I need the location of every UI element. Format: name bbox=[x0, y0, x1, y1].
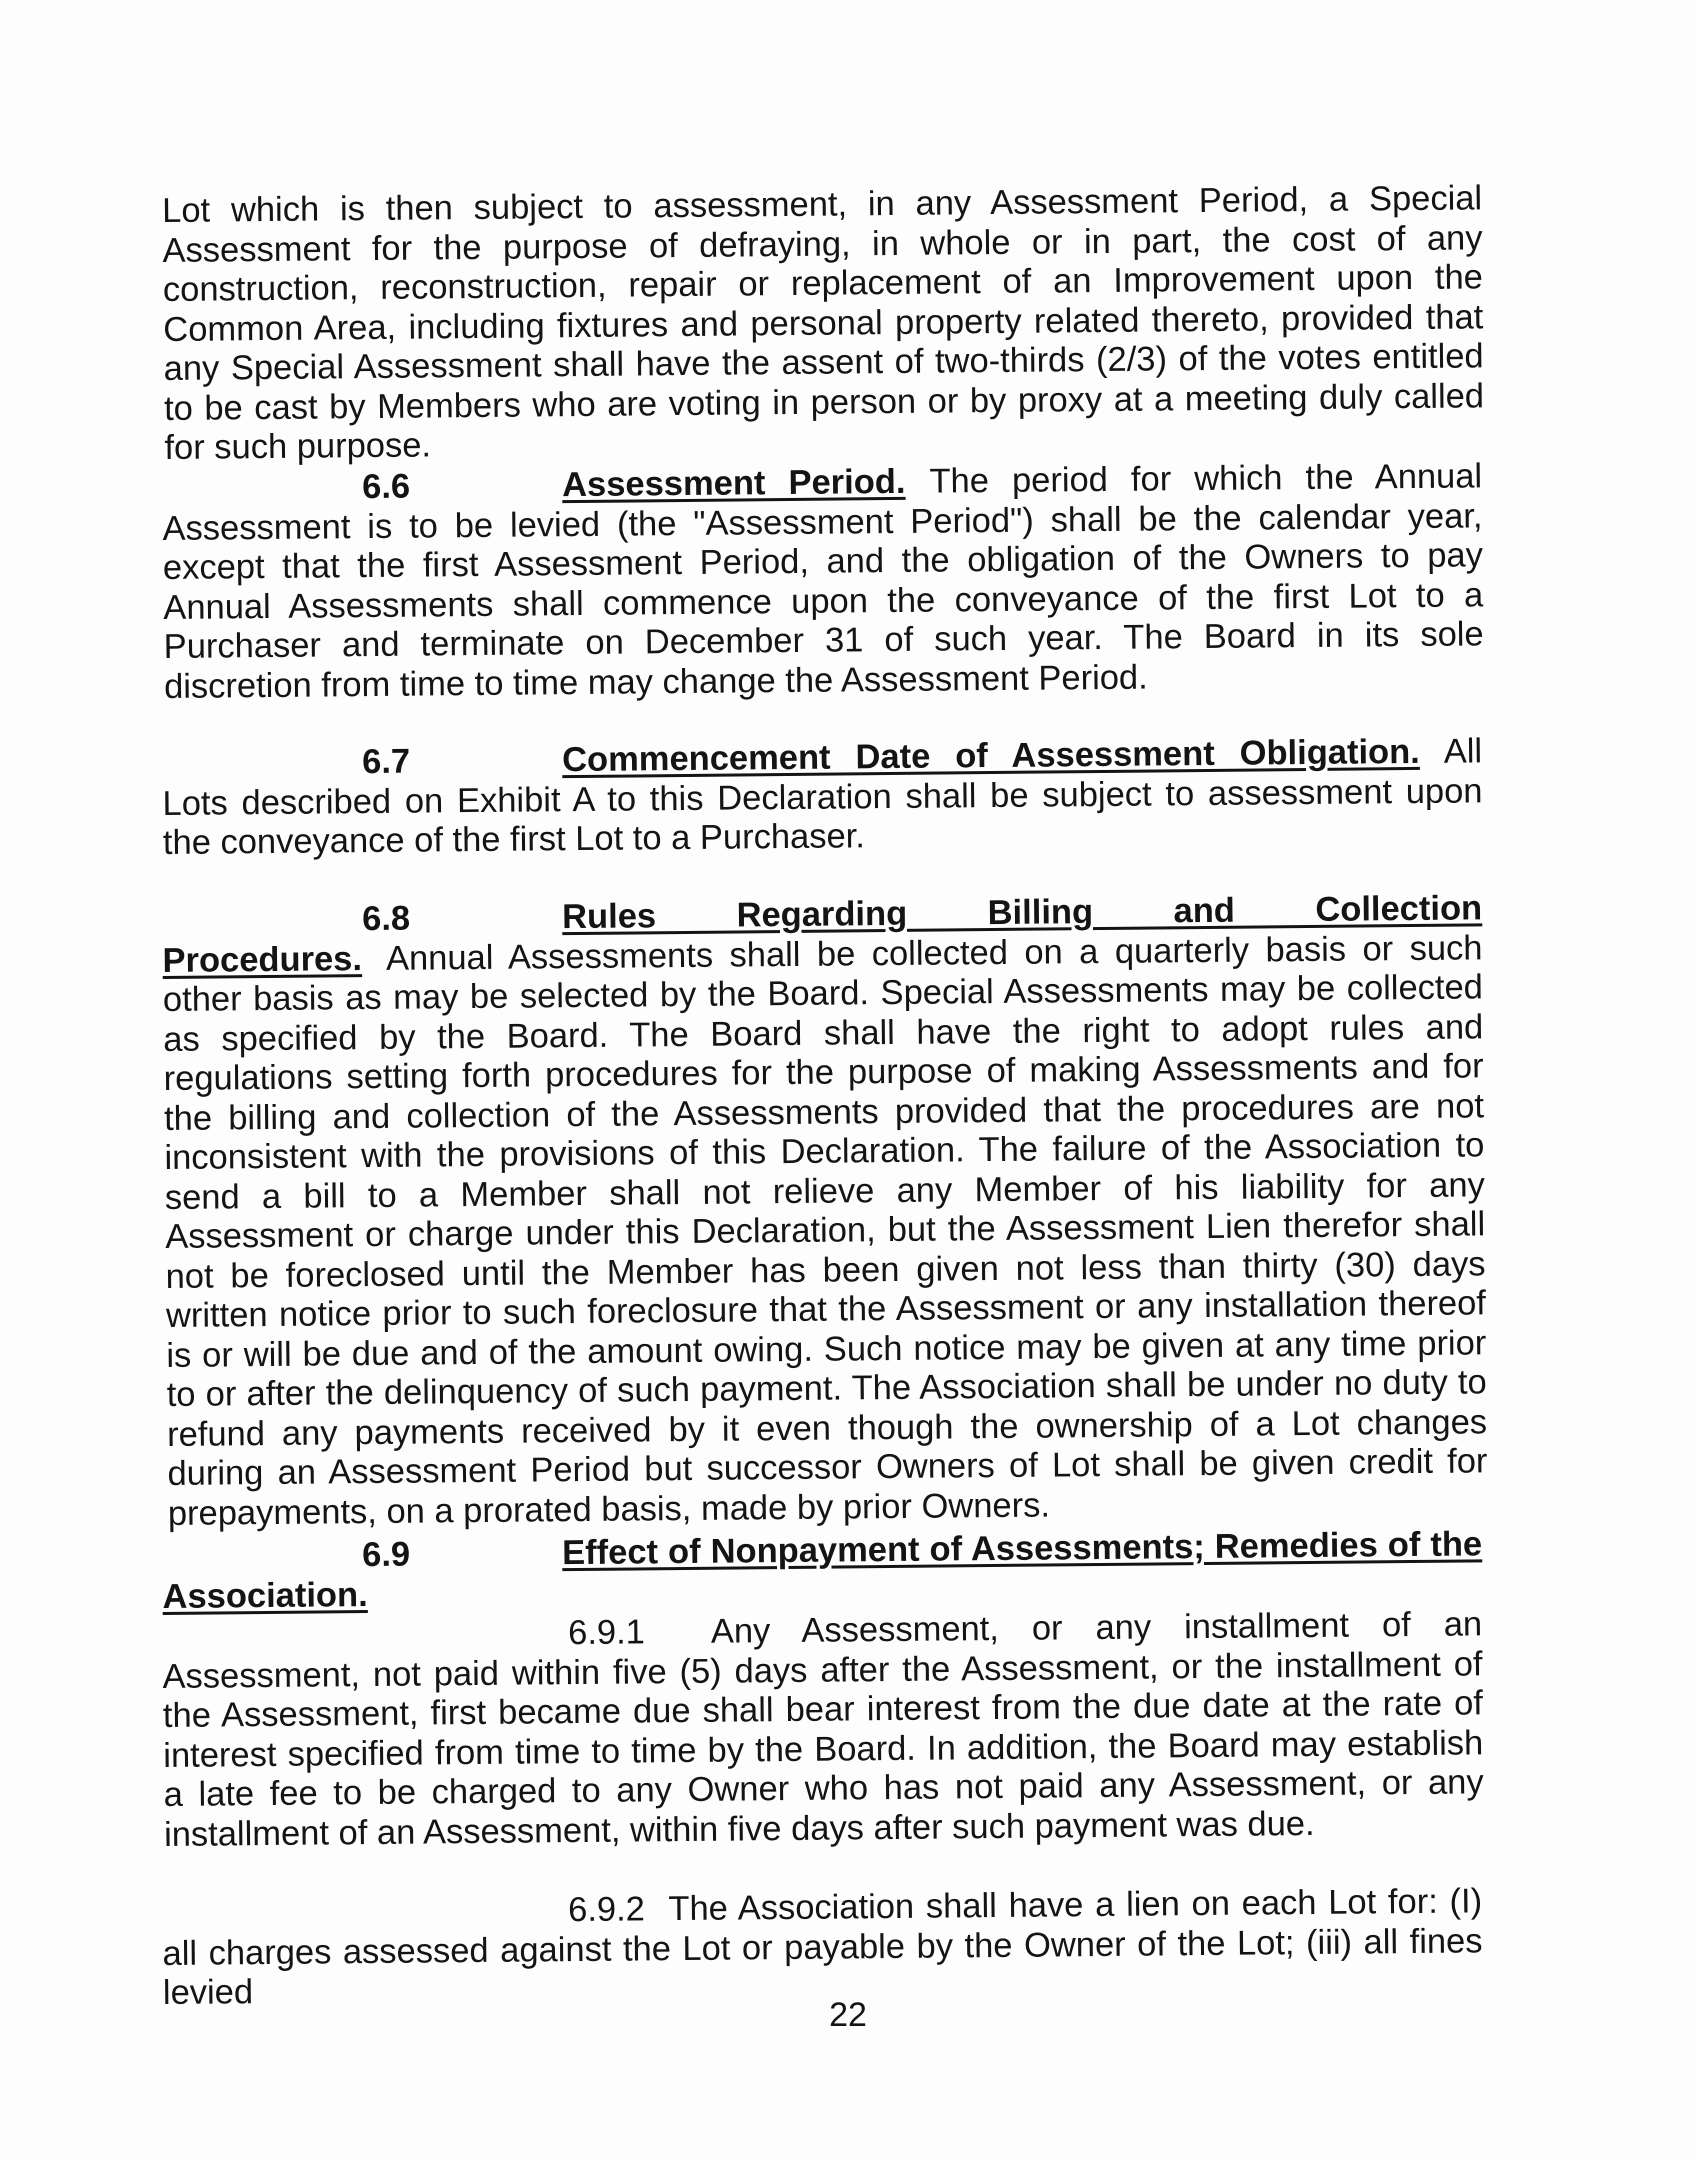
section-number: 6.9 bbox=[361, 1535, 411, 1575]
section-6-9 bbox=[162, 1525, 1483, 1617]
section-6-7 bbox=[162, 732, 1483, 863]
section-title: Rules Regarding Billing and Collection Procedures. bbox=[162, 889, 1483, 980]
section-body: Annual Assessments shall be collected on a quarterly basis or such other basis as may be selected by the Board. Special Assessments may be collected as specified by the Board. The Board shall have the right to adopt rules and regulations setting forth procedures for the purpose of making Assessments and for the billing and collection of the Assessments provided that the procedures are not inconsistent with the provisions of this Declaration. The failure of the Association to send a bill to a Member shall not relieve any Member of his liability for any Assessment or charge under this Declaration, but the Assessment Lien therefor shall not be foreclosed until the Member has been given not less than thirty (30) days written notice prior to such foreclosure that the Assessment or any installation thereof is or will be due and of the amount owing. Such notice may be given at any time prior to or after the delinquency of such payment. The Association shall be under no duty to refund any payments received by it even though the ownership of a Lot changes during an Assessment Period but successor Owners of Lot shall be given credit for prepayments, on a prorated basis, made by prior Owners. bbox=[162, 928, 1488, 1533]
section-title: Effect of Nonpayment of Assessments; Remedies of the Association. bbox=[162, 1525, 1483, 1616]
intro-paragraph: Lot which is then subject to assessment, in any Assessment Period, a Special Assessment for the purpose of defraying, in whole or in part, the cost of any construction, reconstruction, repair or replacement of an Improvement upon the Common Area, including fixtures and personal property related thereto, provided that any Special Assessment shall have the assent of two-thirds (2/3) of the votes entitled to be cast by Members who are voting in person or by proxy at a meeting duly called for such purpose. bbox=[162, 179, 1485, 467]
subsection-6-9-2 bbox=[162, 1882, 1483, 2013]
subsection-number: 6.9.1 bbox=[567, 1613, 646, 1653]
section-title: Assessment Period. bbox=[561, 462, 906, 505]
page-number: 22 bbox=[829, 1996, 867, 2034]
section-body: All Lots described on Exhibit A to this Declaration shall be subject to assessment upon the conveyance of the first Lot to a Purchaser. bbox=[162, 732, 1483, 862]
section-title: Commencement Date of Assessment Obligation. bbox=[561, 732, 1420, 780]
section-number: 6.8 bbox=[361, 899, 411, 939]
section-body: The period for which the Annual Assessment is to be levied (the "Assessment Period") shall be the calendar year, except that the first Assessment Period, and the obligation of the Owners to pay Annual Assessments shall commence upon the conveyance of the first Lot to a Purchaser and terminate on December 31 of such year. The Board in its sole discretion from time to time may change the Assessment Period. bbox=[162, 457, 1484, 706]
subsection-6-9-1 bbox=[162, 1605, 1484, 1855]
subsection-body: Any Assessment, or any installment of an Assessment, not paid within five (5) days after the Assessment, or the installment of the Assessment, first became due shall bear interest from the due date at the rate of interest specified from time to time by the Board. In addition, the Board may establish a late fee to be charged to any Owner who has not paid any Assessment, or any installment of an Assessment, within five days after such payment was due. bbox=[162, 1605, 1484, 1854]
section-number: 6.6 bbox=[361, 467, 411, 507]
section-number: 6.7 bbox=[361, 742, 411, 782]
section-6-8 bbox=[162, 889, 1488, 1534]
section-6-6 bbox=[162, 457, 1484, 707]
subsection-number: 6.9.2 bbox=[567, 1890, 646, 1930]
intro-paragraph-block bbox=[162, 179, 1485, 468]
subsection-body: The Association shall have a lien on each Lot for: (I) all charges assessed against the Lot or payable by the Owner of the Lot; (iii) all fines levied bbox=[162, 1882, 1483, 2012]
